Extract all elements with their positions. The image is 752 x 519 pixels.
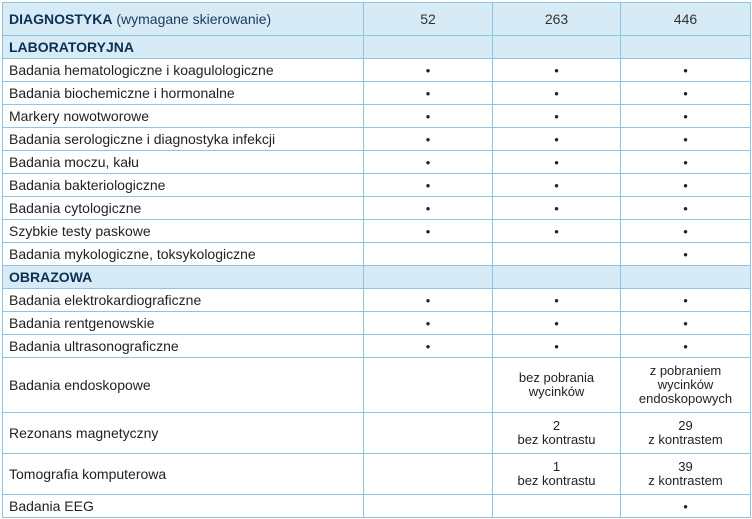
cell-note-line: 39 bbox=[678, 459, 693, 474]
table-row bbox=[3, 220, 751, 243]
empty-cell bbox=[364, 243, 493, 266]
table-row bbox=[3, 495, 751, 518]
availability-dot: • bbox=[621, 495, 751, 518]
availability-dot: • bbox=[364, 105, 493, 128]
table-row bbox=[3, 59, 751, 82]
table-row bbox=[3, 174, 751, 197]
cell-note-line: endoskopowych bbox=[638, 391, 733, 406]
section-empty-cell bbox=[493, 36, 621, 59]
availability-dot: • bbox=[364, 220, 493, 243]
availability-dot: • bbox=[493, 289, 621, 312]
section-empty-cell bbox=[493, 266, 621, 289]
availability-dot: • bbox=[493, 174, 621, 197]
table-row bbox=[3, 358, 751, 413]
table-header-row bbox=[3, 3, 751, 36]
availability-dot: • bbox=[493, 197, 621, 220]
availability-dot: • bbox=[493, 105, 621, 128]
row-label: Badania ultrasonograficzne bbox=[3, 335, 364, 358]
availability-dot: • bbox=[493, 128, 621, 151]
row-label: Badania endoskopowe bbox=[3, 358, 364, 413]
column-header-263: 263 bbox=[493, 3, 621, 36]
empty-cell bbox=[493, 243, 621, 266]
cell-note-line: bez kontrastu bbox=[517, 432, 596, 447]
availability-dot: • bbox=[364, 335, 493, 358]
diagnostics-table bbox=[2, 2, 751, 518]
cell-note-line: 29 bbox=[678, 418, 693, 433]
availability-dot: • bbox=[493, 59, 621, 82]
row-label: Szybkie testy paskowe bbox=[3, 220, 364, 243]
availability-dot: • bbox=[621, 289, 751, 312]
cell-note-line: z kontrastem bbox=[648, 473, 723, 488]
availability-dot: • bbox=[621, 128, 751, 151]
cell-note bbox=[493, 454, 621, 495]
table-title-cell bbox=[3, 3, 364, 36]
section-empty-cell bbox=[364, 36, 493, 59]
table-row bbox=[3, 151, 751, 174]
section-title: OBRAZOWA bbox=[3, 266, 364, 289]
cell-note-line: z pobraniem bbox=[649, 363, 722, 378]
table-row bbox=[3, 82, 751, 105]
cell-note-line: z kontrastem bbox=[648, 432, 723, 447]
table-row bbox=[3, 197, 751, 220]
section-empty-cell bbox=[621, 36, 751, 59]
cell-note-line: wycinków bbox=[657, 377, 714, 392]
row-label: Badania bakteriologiczne bbox=[3, 174, 364, 197]
cell-note bbox=[621, 358, 751, 413]
empty-cell bbox=[364, 413, 493, 454]
availability-dot: • bbox=[364, 289, 493, 312]
row-label: Badania serologiczne i diagnostyka infekcji bbox=[3, 128, 364, 151]
availability-dot: • bbox=[493, 220, 621, 243]
row-label: Badania moczu, kału bbox=[3, 151, 364, 174]
availability-dot: • bbox=[493, 312, 621, 335]
row-label: Badania biochemiczne i hormonalne bbox=[3, 82, 364, 105]
table-row bbox=[3, 312, 751, 335]
row-label: Badania elektrokardiograficzne bbox=[3, 289, 364, 312]
section-empty-cell bbox=[621, 266, 751, 289]
table-row bbox=[3, 289, 751, 312]
availability-dot: • bbox=[364, 174, 493, 197]
availability-dot: • bbox=[621, 243, 751, 266]
cell-note bbox=[621, 454, 751, 495]
availability-dot: • bbox=[364, 197, 493, 220]
availability-dot: • bbox=[621, 174, 751, 197]
row-label: Markery nowotworowe bbox=[3, 105, 364, 128]
cell-note-line: wycinków bbox=[528, 384, 585, 399]
row-label: Tomografia komputerowa bbox=[3, 454, 364, 495]
row-label: Rezonans magnetyczny bbox=[3, 413, 364, 454]
row-label: Badania mykologiczne, toksykologiczne bbox=[3, 243, 364, 266]
availability-dot: • bbox=[621, 105, 751, 128]
availability-dot: • bbox=[493, 335, 621, 358]
availability-dot: • bbox=[621, 220, 751, 243]
cell-note-line: 1 bbox=[552, 459, 561, 474]
availability-dot: • bbox=[621, 312, 751, 335]
cell-note bbox=[493, 358, 621, 413]
row-label: Badania EEG bbox=[3, 495, 364, 518]
table-row bbox=[3, 128, 751, 151]
availability-dot: • bbox=[364, 128, 493, 151]
table-row bbox=[3, 243, 751, 266]
section-header-row bbox=[3, 266, 751, 289]
availability-dot: • bbox=[621, 197, 751, 220]
table-subtitle: (wymagane skierowanie) bbox=[116, 11, 272, 27]
availability-dot: • bbox=[364, 82, 493, 105]
empty-cell bbox=[364, 454, 493, 495]
table-row bbox=[3, 413, 751, 454]
column-header-446: 446 bbox=[621, 3, 751, 36]
row-label: Badania rentgenowskie bbox=[3, 312, 364, 335]
row-label: Badania cytologiczne bbox=[3, 197, 364, 220]
section-empty-cell bbox=[364, 266, 493, 289]
cell-note-line: bez pobrania bbox=[518, 370, 595, 385]
section-title: LABORATORYJNA bbox=[3, 36, 364, 59]
cell-note bbox=[493, 413, 621, 454]
cell-note-line: bez kontrastu bbox=[517, 473, 596, 488]
empty-cell bbox=[493, 495, 621, 518]
empty-cell bbox=[364, 358, 493, 413]
availability-dot: • bbox=[493, 151, 621, 174]
cell-note bbox=[621, 413, 751, 454]
table-row bbox=[3, 105, 751, 128]
availability-dot: • bbox=[364, 59, 493, 82]
table-row bbox=[3, 335, 751, 358]
empty-cell bbox=[364, 495, 493, 518]
availability-dot: • bbox=[493, 82, 621, 105]
availability-dot: • bbox=[364, 312, 493, 335]
availability-dot: • bbox=[364, 151, 493, 174]
availability-dot: • bbox=[621, 335, 751, 358]
availability-dot: • bbox=[621, 82, 751, 105]
cell-note-line: 2 bbox=[552, 418, 561, 433]
row-label: Badania hematologiczne i koagulologiczne bbox=[3, 59, 364, 82]
table-title: DIAGNOSTYKA bbox=[9, 11, 113, 27]
availability-dot: • bbox=[621, 151, 751, 174]
section-header-row bbox=[3, 36, 751, 59]
availability-dot: • bbox=[621, 59, 751, 82]
table-row bbox=[3, 454, 751, 495]
column-header-52: 52 bbox=[364, 3, 493, 36]
